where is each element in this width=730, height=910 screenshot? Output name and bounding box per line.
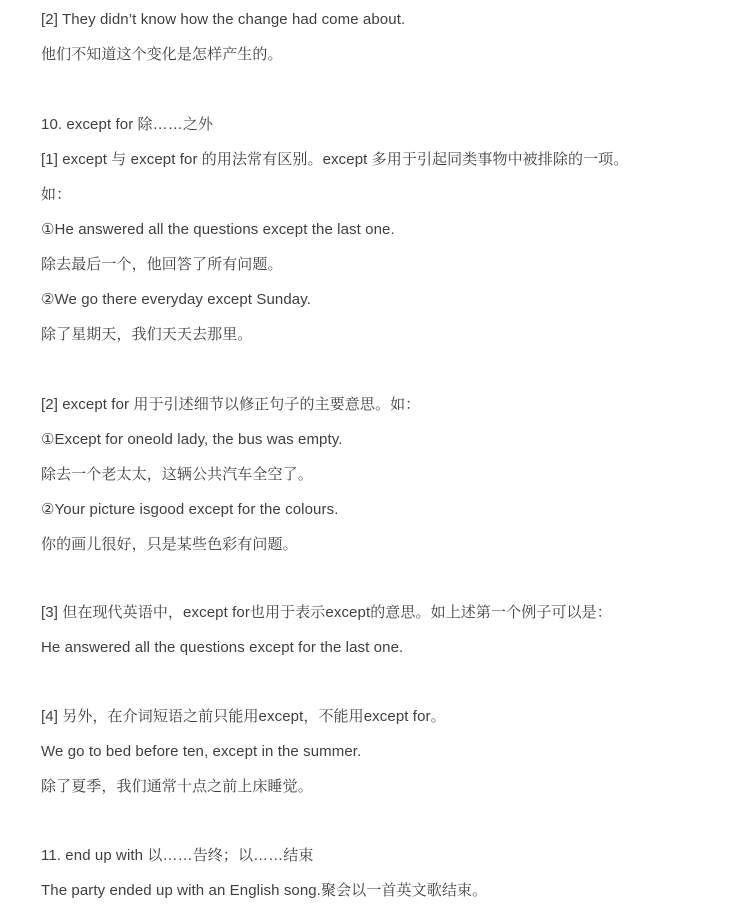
example-sentence-english: ①He answered all the questions except the last one. — [41, 221, 395, 238]
example-sentence-chinese: 除去最后一个，他回答了所有问题。 — [41, 256, 283, 273]
example-sentence-english: ①Except for oneold lady, the bus was empty. — [41, 431, 343, 448]
section-heading-except-for: 10. except for 除……之外 — [41, 116, 214, 133]
example-sentence-english: ②Your picture isgood except for the colours. — [41, 501, 339, 518]
example-sentence-english: [2] They didn’t know how the change had come about. — [41, 11, 406, 28]
example-sentence-chinese: 除了星期天，我们天天去那里。 — [41, 326, 253, 343]
example-sentence-chinese: 除了夏季，我们通常十点之前上床睡觉。 — [41, 778, 313, 795]
usage-note-1-lead: 如： — [41, 186, 72, 203]
example-sentence-english: He answered all the questions except for the last one. — [41, 639, 404, 656]
example-sentence-english: We go to bed before ten, except in the summer. — [41, 743, 362, 760]
example-sentence-english: ②We go there everyday except Sunday. — [41, 291, 311, 308]
section-heading-end-up-with: 11. end up with 以……告终；以……结束 — [41, 847, 314, 864]
example-sentence-chinese: 你的画儿很好，只是某些色彩有问题。 — [41, 536, 298, 553]
usage-note-2: [2] except for 用于引述细节以修正句子的主要意思。如： — [41, 396, 421, 413]
usage-note-4: [4] 另外，在介词短语之前只能用except，不能用except for。 — [41, 708, 446, 725]
example-sentence-mixed: The party ended up with an English song.聚会以一首英文歌结束。 — [41, 882, 488, 899]
example-sentence-chinese: 他们不知道这个变化是怎样产生的。 — [41, 46, 283, 63]
usage-note-3: [3] 但在现代英语中，except for也用于表示except的意思。如上述第一个例子可以是： — [41, 604, 612, 621]
example-sentence-chinese: 除去一个老太太，这辆公共汽车全空了。 — [41, 466, 313, 483]
usage-note-1: [1] except 与 except for 的用法常有区别。except 多用于引起同类事物中被排除的一项。 — [41, 151, 629, 168]
